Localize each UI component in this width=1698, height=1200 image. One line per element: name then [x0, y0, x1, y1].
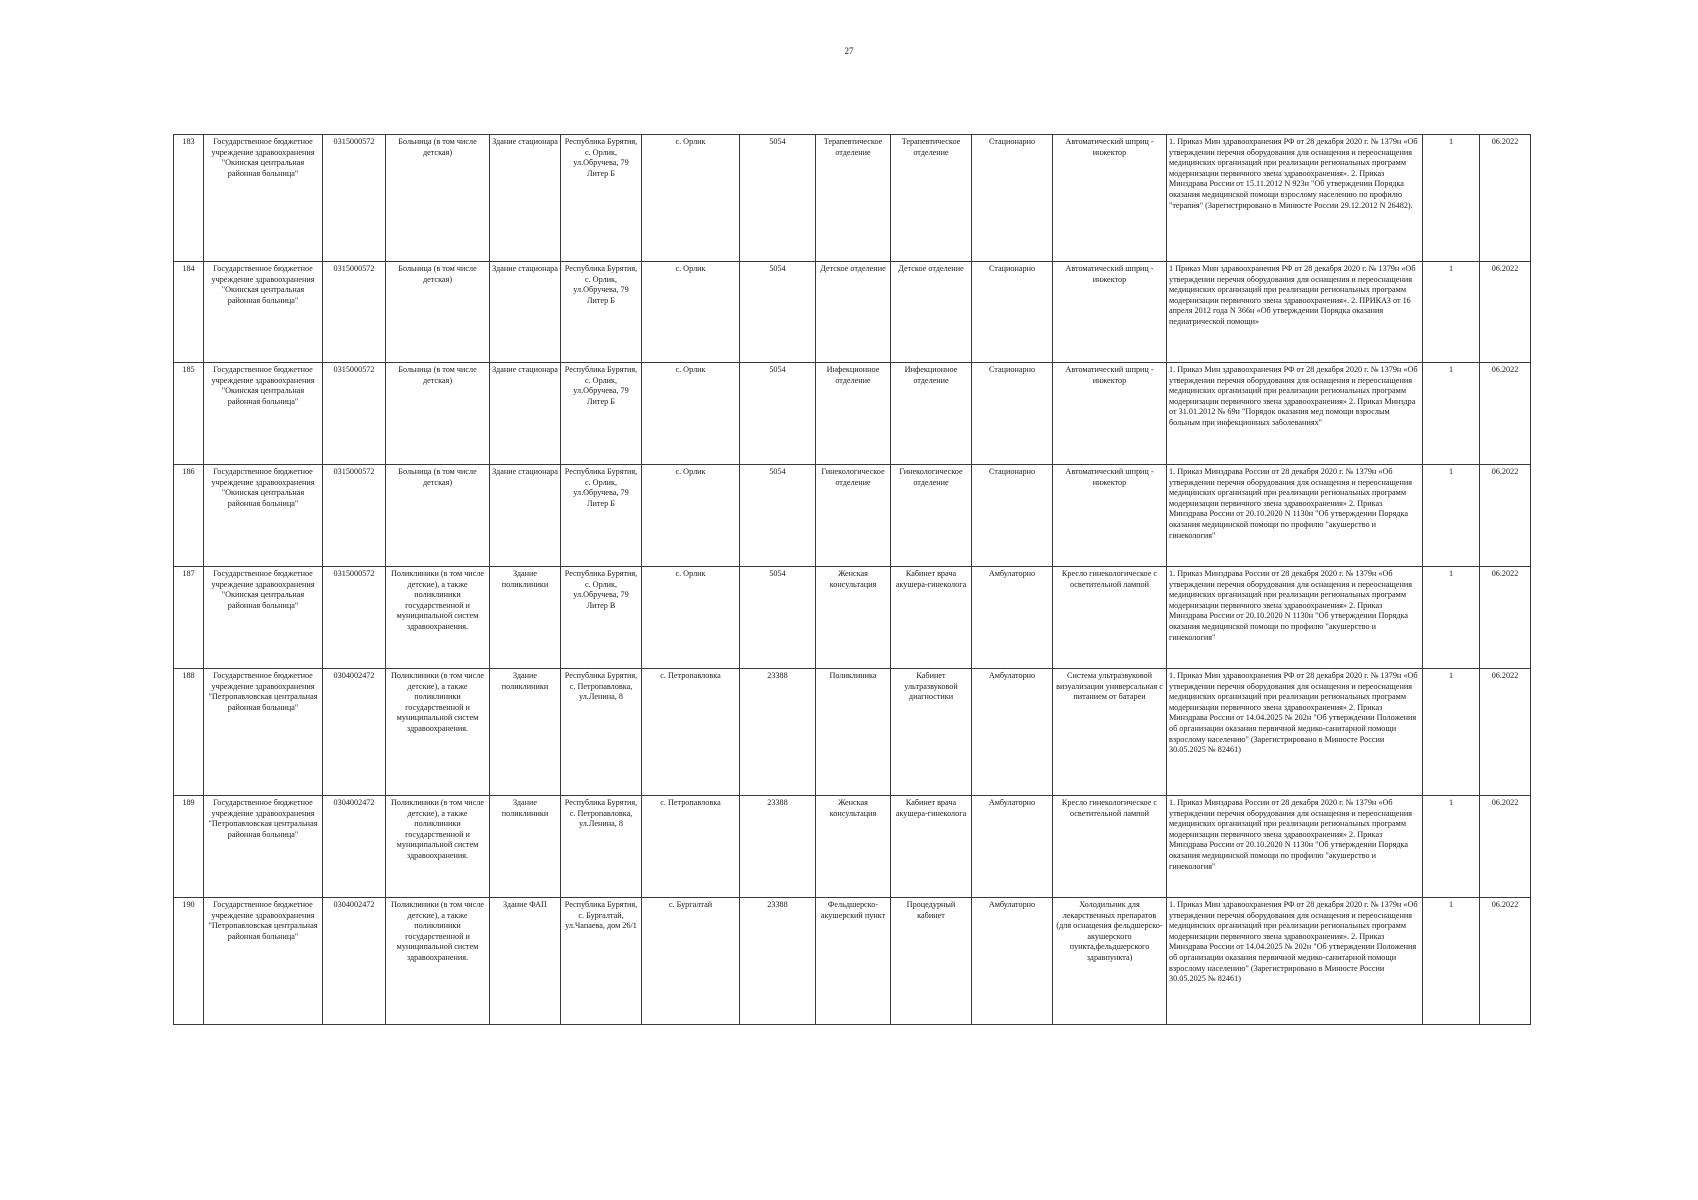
organization-cell: Государственное бюджетное учреждение здравоохранения "Окинская центральная районная больница" — [204, 262, 323, 363]
code-cell: 0315000572 — [323, 465, 386, 567]
department-cell: Детское отделение — [816, 262, 891, 363]
settlement-cell: с. Орлик — [642, 262, 740, 363]
settlement-cell: с. Бургалтай — [642, 898, 740, 1025]
equipment-cell: Автоматический шприц - инжектор — [1053, 363, 1167, 465]
unit-cell: Терапевтическое отделение — [891, 135, 972, 262]
date-cell: 06.2022 — [1480, 262, 1531, 363]
population-cell: 23388 — [740, 898, 816, 1025]
documents-cell: 1. Приказ Мин здравоохранения РФ от 28 декабря 2020 г. № 1379н «Об утверждении перечня оборудования для оснащения и переоснащения медицинских организаций при реализации региональных программ модернизации первичного звена здравоохранения» 2. Приказ Минздра от 31.01.2012 № 69н "Порядок оказания мед помощи взрослым больным при инфекционных заболеваниях" — [1167, 363, 1423, 465]
unit-cell: Инфекционное отделение — [891, 363, 972, 465]
documents-cell: 1. Приказ Мин здравоохранения РФ от 28 декабря 2020 г. № 1379н «Об утверждении перечня оборудования для оснащения и переоснащения медицинских организаций при реализации региональных программ модернизации первичного звена здравоохранения». 2. Приказ Минздрава России от 14.04.2025 № 202н "Об утверждении Положения об организации оказания первичной медико-санитарной помощи взрослому населению" (Зарегистрировано в Минюсте России 30.05.2025 № 82461) — [1167, 898, 1423, 1025]
facility-type-cell: Больница (в том числе детская) — [386, 363, 490, 465]
address-cell: Республика Бурятия, с. Орлик, ул.Обручева, 79 Литер Б — [561, 363, 642, 465]
population-cell: 23388 — [740, 669, 816, 796]
documents-cell: 1 Приказ Мин здравоохранения РФ от 28 декабря 2020 г. № 1379н «Об утверждении перечня оборудования для оснащения и переоснащения медицинских организаций при реализации региональных программ модернизации первичного звена здравоохранения». 2. ПРИКАЗ от 16 апреля 2012 года N 366н «Об утверждении Порядка оказания педиатрической помощи» — [1167, 262, 1423, 363]
row-number: 189 — [174, 796, 204, 898]
address-cell: Республика Бурятия, с. Орлик, ул.Обручева, 79 Литер Б — [561, 135, 642, 262]
equipment-cell: Холодильник для лекарственных препаратов (для оснащения фельдшерско-акушерского пункта,фельдшерского здравпункта) — [1053, 898, 1167, 1025]
facility-type-cell: Поликлиники (в том числе детские), а также поликлиники государственной и муниципальной систем здравоохранения. — [386, 669, 490, 796]
building-cell: Здание поликлиники — [490, 669, 561, 796]
address-cell: Республика Бурятия, с. Петропавловка, ул.Ленина, 8 — [561, 796, 642, 898]
code-cell: 0315000572 — [323, 135, 386, 262]
address-cell: Республика Бурятия, с. Бургалтай, ул.Чапаева, дом 26/1 — [561, 898, 642, 1025]
date-cell: 06.2022 — [1480, 567, 1531, 669]
building-cell: Здание ФАП — [490, 898, 561, 1025]
settlement-cell: с. Петропавловка — [642, 796, 740, 898]
settlement-cell: с. Орлик — [642, 567, 740, 669]
population-cell: 5054 — [740, 135, 816, 262]
department-cell: Женская консультация — [816, 796, 891, 898]
settlement-cell: с. Орлик — [642, 465, 740, 567]
equipment-cell: Автоматический шприц - инжектор — [1053, 135, 1167, 262]
quantity-cell: 1 — [1423, 567, 1480, 669]
facility-type-cell: Больница (в том числе детская) — [386, 135, 490, 262]
quantity-cell: 1 — [1423, 262, 1480, 363]
facility-type-cell: Больница (в том числе детская) — [386, 465, 490, 567]
department-cell: Поликлиника — [816, 669, 891, 796]
settlement-cell: с. Орлик — [642, 135, 740, 262]
row-number: 184 — [174, 262, 204, 363]
care-form-cell: Амбулаторно — [972, 567, 1053, 669]
code-cell: 0304002472 — [323, 669, 386, 796]
unit-cell: Процедурный кабинет — [891, 898, 972, 1025]
organization-cell: Государственное бюджетное учреждение здравоохранения "Петропавловская центральная районная больница" — [204, 669, 323, 796]
table-row — [174, 135, 1531, 262]
date-cell: 06.2022 — [1480, 363, 1531, 465]
documents-cell: 1. Приказ Мин здравоохранения РФ от 28 декабря 2020 г. № 1379н «Об утверждении перечня оборудования для оснащения и переоснащения медицинских организаций при реализации региональных программ модернизации первичного звена здравоохранения» 2. Приказ Минздрава России от 14.04.2025 № 202н "Об утверждении Положения об организации оказания первичной медико-санитарной помощи взрослому населению" (Зарегистрировано в Минюсте России 30.05.2025 № 82461) — [1167, 669, 1423, 796]
equipment-cell: Автоматический шприц - инжектор — [1053, 465, 1167, 567]
care-form-cell: Стационарно — [972, 363, 1053, 465]
department-cell: Фельдшерско-акушерский пункт — [816, 898, 891, 1025]
organization-cell: Государственное бюджетное учреждение здравоохранения "Окинская центральная районная больница" — [204, 135, 323, 262]
quantity-cell: 1 — [1423, 465, 1480, 567]
population-cell: 5054 — [740, 567, 816, 669]
documents-cell: 1. Приказ Минздрава России от 28 декабря 2020 г. № 1379н «Об утверждении перечня оборудования для оснащения и переоснащения медицинских организаций при реализации региональных программ модернизации первичного звена здравоохранения» 2. Приказ Минздрава России от 20.10.2020 N 1130н "Об утверждении Порядка оказания медицинской помощи по профилю "акушерство и гинекология" — [1167, 796, 1423, 898]
settlement-cell: с. Орлик — [642, 363, 740, 465]
quantity-cell: 1 — [1423, 898, 1480, 1025]
building-cell: Здание поликлиники — [490, 567, 561, 669]
unit-cell: Кабинет врача акушера-гинеколога — [891, 796, 972, 898]
table-row — [174, 363, 1531, 465]
documents-cell: 1. Приказ Мин здравоохранения РФ от 28 декабря 2020 г. № 1379н «Об утверждении перечня оборудования для оснащения и переоснащения медицинских организаций при реализации региональных программ модернизации первичного звена здравоохранения». 2. Приказ Минздрава России от 15.11.2012 N 923н "Об утверждении Порядка оказания медицинской помощи взрослому населению по профилю "терапия" (Зарегистрировано в Минюсте России 29.12.2012 N 26482). — [1167, 135, 1423, 262]
table-row — [174, 669, 1531, 796]
care-form-cell: Амбулаторно — [972, 796, 1053, 898]
unit-cell: Детское отделение — [891, 262, 972, 363]
date-cell: 06.2022 — [1480, 465, 1531, 567]
row-number: 183 — [174, 135, 204, 262]
equipment-cell: Кресло гинекологическое с осветительной лампой — [1053, 796, 1167, 898]
code-cell: 0304002472 — [323, 898, 386, 1025]
row-number: 185 — [174, 363, 204, 465]
population-cell: 5054 — [740, 465, 816, 567]
date-cell: 06.2022 — [1480, 898, 1531, 1025]
population-cell: 23388 — [740, 796, 816, 898]
code-cell: 0315000572 — [323, 262, 386, 363]
table-row — [174, 567, 1531, 669]
facility-type-cell: Поликлиники (в том числе детские), а также поликлиники государственной и муниципальной систем здравоохранения. — [386, 567, 490, 669]
table-row — [174, 465, 1531, 567]
table-body — [174, 135, 1531, 1025]
organization-cell: Государственное бюджетное учреждение здравоохранения "Окинская центральная районная больница" — [204, 465, 323, 567]
department-cell: Гинекологическое отделение — [816, 465, 891, 567]
care-form-cell: Стационарно — [972, 135, 1053, 262]
building-cell: Здание поликлиники — [490, 796, 561, 898]
page-number: 27 — [844, 46, 854, 56]
department-cell: Инфекционное отделение — [816, 363, 891, 465]
population-cell: 5054 — [740, 363, 816, 465]
department-cell: Терапевтическое отделение — [816, 135, 891, 262]
care-form-cell: Стационарно — [972, 262, 1053, 363]
department-cell: Женская консультация — [816, 567, 891, 669]
row-number: 187 — [174, 567, 204, 669]
organization-cell: Государственное бюджетное учреждение здравоохранения "Окинская центральная районная больница" — [204, 363, 323, 465]
quantity-cell: 1 — [1423, 669, 1480, 796]
building-cell: Здание стационара — [490, 135, 561, 262]
unit-cell: Кабинет ультразвуковой диагностики — [891, 669, 972, 796]
care-form-cell: Стационарно — [972, 465, 1053, 567]
organization-cell: Государственное бюджетное учреждение здравоохранения "Петропавловская центральная районная больница" — [204, 898, 323, 1025]
equipment-cell: Система ультразвуковой визуализации универсальная с питанием от батареи — [1053, 669, 1167, 796]
facility-type-cell: Больница (в том числе детская) — [386, 262, 490, 363]
documents-cell: 1. Приказ Минздрава России от 28 декабря 2020 г. № 1379н «Об утверждении перечня оборудования для оснащения и переоснащения медицинских организаций при реализации региональных программ модернизации первичного звена здравоохранения» 2. Приказ Минздрава России от 20.10.2020 N 1130н "Об утверждении Порядка оказания медицинской помощи по профилю "акушерство и гинекология" — [1167, 567, 1423, 669]
quantity-cell: 1 — [1423, 796, 1480, 898]
unit-cell: Кабинет врача акушера-гинеколога — [891, 567, 972, 669]
quantity-cell: 1 — [1423, 135, 1480, 262]
organization-cell: Государственное бюджетное учреждение здравоохранения "Окинская центральная районная больница" — [204, 567, 323, 669]
building-cell: Здание стационара — [490, 363, 561, 465]
address-cell: Республика Бурятия, с. Петропавловка, ул.Ленина, 8 — [561, 669, 642, 796]
address-cell: Республика Бурятия, с. Орлик, ул.Обручева, 79 Литер В — [561, 567, 642, 669]
quantity-cell: 1 — [1423, 363, 1480, 465]
population-cell: 5054 — [740, 262, 816, 363]
facility-type-cell: Поликлиники (в том числе детские), а также поликлиники государственной и муниципальной систем здравоохранения. — [386, 898, 490, 1025]
table-row — [174, 262, 1531, 363]
settlement-cell: с. Петропавловка — [642, 669, 740, 796]
equipment-cell: Автоматический шприц - инжектор — [1053, 262, 1167, 363]
row-number: 190 — [174, 898, 204, 1025]
code-cell: 0304002472 — [323, 796, 386, 898]
row-number: 186 — [174, 465, 204, 567]
care-form-cell: Амбулаторно — [972, 669, 1053, 796]
date-cell: 06.2022 — [1480, 796, 1531, 898]
table-row — [174, 796, 1531, 898]
building-cell: Здание стационара — [490, 262, 561, 363]
care-form-cell: Амбулаторно — [972, 898, 1053, 1025]
date-cell: 06.2022 — [1480, 669, 1531, 796]
organization-cell: Государственное бюджетное учреждение здравоохранения "Петропавловская центральная районная больница" — [204, 796, 323, 898]
unit-cell: Гинекологическое отделение — [891, 465, 972, 567]
row-number: 188 — [174, 669, 204, 796]
date-cell: 06.2022 — [1480, 135, 1531, 262]
equipment-cell: Кресло гинекологическое с осветительной лампой — [1053, 567, 1167, 669]
documents-cell: 1. Приказ Минздрава России от 28 декабря 2020 г. № 1379н «Об утверждении перечня оборудования для оснащения и переоснащения медицинских организаций при реализации региональных программ модернизации первичного звена здравоохранения» 2. Приказ Минздрава России от 20.10.2020 N 1130н "Об утверждении Порядка оказания медицинской помощи по профилю "акушерство и гинекология" — [1167, 465, 1423, 567]
table-row — [174, 898, 1531, 1025]
code-cell: 0315000572 — [323, 567, 386, 669]
building-cell: Здание стационара — [490, 465, 561, 567]
equipment-register-table — [173, 134, 1531, 1025]
address-cell: Республика Бурятия, с. Орлик, ул.Обручева, 79 Литер Б — [561, 465, 642, 567]
code-cell: 0315000572 — [323, 363, 386, 465]
address-cell: Республика Бурятия, с. Орлик, ул.Обручева, 79 Литер Б — [561, 262, 642, 363]
facility-type-cell: Поликлиники (в том числе детские), а также поликлиники государственной и муниципальной систем здравоохранения. — [386, 796, 490, 898]
